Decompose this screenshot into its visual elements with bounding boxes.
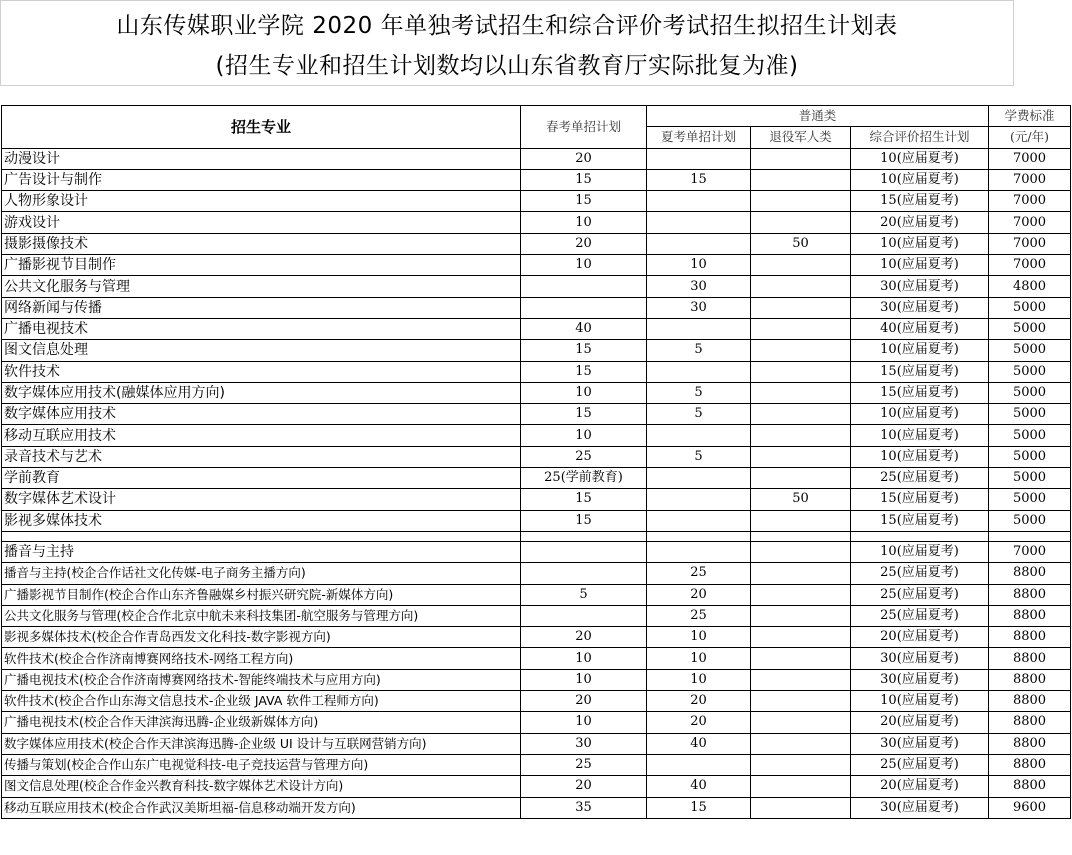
summer-plan-cell: 10 xyxy=(647,255,751,276)
comprehensive-plan-cell: 10(应届夏考) xyxy=(851,425,989,446)
major-cell: 摄影摄像技术 xyxy=(2,233,521,254)
major-cell: 移动互联应用技术 xyxy=(2,425,521,446)
major-cell: 动漫设计 xyxy=(2,148,521,169)
spring-plan-cell: 25(学前教育) xyxy=(521,468,647,489)
veteran-plan-cell xyxy=(751,712,851,733)
major-cell: 软件技术(校企合作济南博赛网络技术-网络工程方向) xyxy=(2,648,521,669)
veteran-plan-cell xyxy=(751,563,851,584)
fee-cell: 8800 xyxy=(989,648,1071,669)
major-cell: 播音与主持 xyxy=(2,541,521,562)
separator-cell xyxy=(647,531,751,541)
comprehensive-plan-cell: 10(应届夏考) xyxy=(851,169,989,190)
table-row xyxy=(2,276,1071,297)
table-row xyxy=(2,212,1071,233)
veteran-plan-cell xyxy=(751,669,851,690)
major-cell: 广告设计与制作 xyxy=(2,169,521,190)
table-row xyxy=(2,191,1071,212)
spring-plan-cell: 5 xyxy=(521,584,647,605)
title-box xyxy=(0,0,1014,86)
comprehensive-plan-cell: 10(应届夏考) xyxy=(851,691,989,712)
spring-plan-cell: 15 xyxy=(521,169,647,190)
comprehensive-plan-cell: 30(应届夏考) xyxy=(851,648,989,669)
comprehensive-plan-cell: 25(应届夏考) xyxy=(851,584,989,605)
veteran-plan-cell: 50 xyxy=(751,489,851,510)
comprehensive-plan-cell: 10(应届夏考) xyxy=(851,233,989,254)
table-row xyxy=(2,627,1071,648)
spring-plan-cell: 30 xyxy=(521,733,647,754)
comprehensive-plan-cell: 40(应届夏考) xyxy=(851,318,989,339)
fee-cell: 7000 xyxy=(989,233,1071,254)
fee-cell: 8800 xyxy=(989,669,1071,690)
spring-plan-cell: 15 xyxy=(521,191,647,212)
fee-cell: 5000 xyxy=(989,340,1071,361)
veteran-plan-cell xyxy=(751,169,851,190)
major-cell: 广播影视节目制作(校企合作山东齐鲁融媒乡村振兴研究院-新媒体方向) xyxy=(2,584,521,605)
header-spring: 春考单招计划 xyxy=(521,106,647,149)
spring-plan-cell: 20 xyxy=(521,691,647,712)
fee-cell: 5000 xyxy=(989,361,1071,382)
veteran-plan-cell xyxy=(751,255,851,276)
veteran-plan-cell xyxy=(751,541,851,562)
spring-plan-cell: 40 xyxy=(521,318,647,339)
comprehensive-plan-cell: 20(应届夏考) xyxy=(851,627,989,648)
fee-cell: 5000 xyxy=(989,446,1071,467)
summer-plan-cell: 10 xyxy=(647,669,751,690)
fee-cell: 5000 xyxy=(989,510,1071,531)
summer-plan-cell xyxy=(647,541,751,562)
comprehensive-plan-cell: 30(应届夏考) xyxy=(851,669,989,690)
veteran-plan-cell xyxy=(751,276,851,297)
summer-plan-cell: 25 xyxy=(647,605,751,626)
spring-plan-cell: 35 xyxy=(521,797,647,818)
summer-plan-cell xyxy=(647,361,751,382)
comprehensive-plan-cell: 25(应届夏考) xyxy=(851,563,989,584)
major-cell: 数字媒体应用技术 xyxy=(2,404,521,425)
major-cell: 广播电视技术 xyxy=(2,318,521,339)
fee-cell: 5000 xyxy=(989,404,1071,425)
comprehensive-plan-cell: 20(应届夏考) xyxy=(851,776,989,797)
separator-cell xyxy=(2,531,521,541)
table-row xyxy=(2,605,1071,626)
summer-plan-cell: 20 xyxy=(647,712,751,733)
spring-plan-cell: 25 xyxy=(521,754,647,775)
document-title: 山东传媒职业学院 2020 年单独考试招生和综合评价考试招生拟招生计划表 xyxy=(116,13,898,39)
table-row xyxy=(2,318,1071,339)
veteran-plan-cell xyxy=(751,318,851,339)
spring-plan-cell: 10 xyxy=(521,648,647,669)
summer-plan-cell: 30 xyxy=(647,297,751,318)
spring-plan-cell xyxy=(521,541,647,562)
spring-plan-cell: 20 xyxy=(521,148,647,169)
summer-plan-cell: 15 xyxy=(647,797,751,818)
veteran-plan-cell xyxy=(751,361,851,382)
table-row xyxy=(2,255,1071,276)
fee-cell: 7000 xyxy=(989,169,1071,190)
major-cell: 移动互联应用技术(校企合作武汉美斯坦福-信息移动端开发方向) xyxy=(2,797,521,818)
table-row xyxy=(2,297,1071,318)
table-row xyxy=(2,404,1071,425)
major-cell: 影视多媒体技术(校企合作青岛西发文化科技-数字影视方向) xyxy=(2,627,521,648)
table-row xyxy=(2,648,1071,669)
summer-plan-cell xyxy=(647,468,751,489)
major-cell: 数字媒体艺术设计 xyxy=(2,489,521,510)
table-row xyxy=(2,733,1071,754)
summer-plan-cell: 5 xyxy=(647,382,751,403)
spring-plan-cell: 10 xyxy=(521,382,647,403)
spring-plan-cell: 10 xyxy=(521,212,647,233)
major-cell: 传播与策划(校企合作山东广电视觉科技-电子竞技运营与管理方向) xyxy=(2,754,521,775)
comprehensive-plan-cell: 15(应届夏考) xyxy=(851,361,989,382)
comprehensive-plan-cell: 25(应届夏考) xyxy=(851,468,989,489)
spring-plan-cell: 15 xyxy=(521,361,647,382)
summer-plan-cell: 20 xyxy=(647,691,751,712)
table-row xyxy=(2,691,1071,712)
major-cell: 人物形象设计 xyxy=(2,191,521,212)
spring-plan-cell: 25 xyxy=(521,446,647,467)
fee-cell: 5000 xyxy=(989,489,1071,510)
veteran-plan-cell xyxy=(751,148,851,169)
comprehensive-plan-cell: 15(应届夏考) xyxy=(851,191,989,212)
header-veteran: 退役军人类 xyxy=(751,127,851,148)
header-comprehensive: 综合评价招生计划 xyxy=(851,127,989,148)
veteran-plan-cell xyxy=(751,425,851,446)
major-cell: 录音技术与艺术 xyxy=(2,446,521,467)
summer-plan-cell xyxy=(647,754,751,775)
summer-plan-cell: 20 xyxy=(647,584,751,605)
fee-cell: 7000 xyxy=(989,212,1071,233)
spring-plan-cell: 15 xyxy=(521,340,647,361)
summer-plan-cell: 10 xyxy=(647,648,751,669)
fee-cell: 5000 xyxy=(989,425,1071,446)
summer-plan-cell: 30 xyxy=(647,276,751,297)
comprehensive-plan-cell: 30(应届夏考) xyxy=(851,733,989,754)
veteran-plan-cell xyxy=(751,754,851,775)
comprehensive-plan-cell: 30(应届夏考) xyxy=(851,276,989,297)
veteran-plan-cell xyxy=(751,446,851,467)
table-row xyxy=(2,510,1071,531)
spring-plan-cell xyxy=(521,297,647,318)
comprehensive-plan-cell: 20(应届夏考) xyxy=(851,212,989,233)
fee-cell: 9600 xyxy=(989,797,1071,818)
comprehensive-plan-cell: 10(应届夏考) xyxy=(851,340,989,361)
veteran-plan-cell xyxy=(751,297,851,318)
comprehensive-plan-cell: 15(应届夏考) xyxy=(851,382,989,403)
veteran-plan-cell: 50 xyxy=(751,233,851,254)
header-major: 招生专业 xyxy=(2,106,521,149)
table-row xyxy=(2,446,1071,467)
summer-plan-cell: 5 xyxy=(647,404,751,425)
fee-cell: 4800 xyxy=(989,276,1071,297)
document-subtitle: (招生专业和招生计划数均以山东省教育厅实际批复为准) xyxy=(215,53,799,79)
veteran-plan-cell xyxy=(751,468,851,489)
comprehensive-plan-cell: 30(应届夏考) xyxy=(851,297,989,318)
comprehensive-plan-cell: 25(应届夏考) xyxy=(851,605,989,626)
spring-plan-cell: 15 xyxy=(521,404,647,425)
table-row xyxy=(2,669,1071,690)
summer-plan-cell xyxy=(647,489,751,510)
table-row xyxy=(2,489,1071,510)
major-cell: 公共文化服务与管理 xyxy=(2,276,521,297)
veteran-plan-cell xyxy=(751,776,851,797)
header-row-1 xyxy=(2,106,1071,127)
major-cell: 影视多媒体技术 xyxy=(2,510,521,531)
major-cell: 网络新闻与传播 xyxy=(2,297,521,318)
fee-cell: 5000 xyxy=(989,382,1071,403)
header-general: 普通类 xyxy=(647,106,989,127)
major-cell: 数字媒体应用技术(校企合作天津滨海迅腾-企业级 UI 设计与互联网营销方向) xyxy=(2,733,521,754)
veteran-plan-cell xyxy=(751,382,851,403)
header-summer: 夏考单招计划 xyxy=(647,127,751,148)
fee-cell: 8800 xyxy=(989,605,1071,626)
veteran-plan-cell xyxy=(751,404,851,425)
spring-plan-cell xyxy=(521,563,647,584)
major-cell: 游戏设计 xyxy=(2,212,521,233)
veteran-plan-cell xyxy=(751,733,851,754)
fee-cell: 8800 xyxy=(989,712,1071,733)
header-fee-line1: 学费标准 xyxy=(989,106,1071,127)
major-cell: 播音与主持(校企合作话社文化传媒-电子商务主播方向) xyxy=(2,563,521,584)
major-cell: 广播电视技术(校企合作天津滨海迅腾-企业级新媒体方向) xyxy=(2,712,521,733)
summer-plan-cell xyxy=(647,233,751,254)
veteran-plan-cell xyxy=(751,797,851,818)
header-fee-line2: (元/年) xyxy=(989,127,1071,148)
table-row xyxy=(2,340,1071,361)
table-row xyxy=(2,361,1071,382)
fee-cell: 7000 xyxy=(989,255,1071,276)
table-row xyxy=(2,541,1071,562)
group-separator-row xyxy=(2,531,1071,541)
comprehensive-plan-cell: 25(应届夏考) xyxy=(851,754,989,775)
major-cell: 广播电视技术(校企合作济南博赛网络技术-智能终端技术与应用方向) xyxy=(2,669,521,690)
veteran-plan-cell xyxy=(751,340,851,361)
summer-plan-cell: 40 xyxy=(647,776,751,797)
table-row xyxy=(2,712,1071,733)
summer-plan-cell xyxy=(647,191,751,212)
veteran-plan-cell xyxy=(751,584,851,605)
comprehensive-plan-cell: 10(应届夏考) xyxy=(851,404,989,425)
summer-plan-cell: 5 xyxy=(647,446,751,467)
comprehensive-plan-cell: 20(应届夏考) xyxy=(851,712,989,733)
table-row xyxy=(2,754,1071,775)
separator-cell xyxy=(989,531,1071,541)
fee-cell: 8800 xyxy=(989,733,1071,754)
summer-plan-cell: 40 xyxy=(647,733,751,754)
spring-plan-cell: 20 xyxy=(521,776,647,797)
veteran-plan-cell xyxy=(751,605,851,626)
table-row xyxy=(2,468,1071,489)
fee-cell: 5000 xyxy=(989,468,1071,489)
comprehensive-plan-cell: 10(应届夏考) xyxy=(851,148,989,169)
major-cell: 公共文化服务与管理(校企合作北京中航未来科技集团-航空服务与管理方向) xyxy=(2,605,521,626)
table-row xyxy=(2,584,1071,605)
fee-cell: 8800 xyxy=(989,776,1071,797)
table-row xyxy=(2,425,1071,446)
veteran-plan-cell xyxy=(751,191,851,212)
spring-plan-cell: 10 xyxy=(521,425,647,446)
major-cell: 图文信息处理(校企合作金兴教育科技-数字媒体艺术设计方向) xyxy=(2,776,521,797)
summer-plan-cell xyxy=(647,318,751,339)
separator-cell xyxy=(521,531,647,541)
summer-plan-cell xyxy=(647,510,751,531)
fee-cell: 5000 xyxy=(989,297,1071,318)
major-cell: 图文信息处理 xyxy=(2,340,521,361)
summer-plan-cell: 5 xyxy=(647,340,751,361)
spring-plan-cell: 20 xyxy=(521,627,647,648)
summer-plan-cell xyxy=(647,148,751,169)
spring-plan-cell: 10 xyxy=(521,669,647,690)
comprehensive-plan-cell: 15(应届夏考) xyxy=(851,489,989,510)
table-row xyxy=(2,797,1071,818)
major-cell: 软件技术 xyxy=(2,361,521,382)
separator-cell xyxy=(851,531,989,541)
major-cell: 软件技术(校企合作山东海文信息技术-企业级 JAVA 软件工程师方向) xyxy=(2,691,521,712)
comprehensive-plan-cell: 15(应届夏考) xyxy=(851,510,989,531)
major-cell: 学前教育 xyxy=(2,468,521,489)
summer-plan-cell xyxy=(647,212,751,233)
major-cell: 数字媒体应用技术(融媒体应用方向) xyxy=(2,382,521,403)
fee-cell: 8800 xyxy=(989,563,1071,584)
table-row xyxy=(2,233,1071,254)
table-row xyxy=(2,382,1071,403)
spring-plan-cell: 10 xyxy=(521,712,647,733)
veteran-plan-cell xyxy=(751,691,851,712)
veteran-plan-cell xyxy=(751,648,851,669)
fee-cell: 8800 xyxy=(989,627,1071,648)
fee-cell: 8800 xyxy=(989,584,1071,605)
spring-plan-cell xyxy=(521,276,647,297)
fee-cell: 8800 xyxy=(989,754,1071,775)
veteran-plan-cell xyxy=(751,627,851,648)
fee-cell: 5000 xyxy=(989,318,1071,339)
spring-plan-cell: 10 xyxy=(521,255,647,276)
table-row xyxy=(2,563,1071,584)
enrollment-plan-table xyxy=(1,105,1071,819)
fee-cell: 7000 xyxy=(989,541,1071,562)
table-row xyxy=(2,776,1071,797)
comprehensive-plan-cell: 10(应届夏考) xyxy=(851,446,989,467)
comprehensive-plan-cell: 10(应届夏考) xyxy=(851,541,989,562)
major-cell: 广播影视节目制作 xyxy=(2,255,521,276)
comprehensive-plan-cell: 10(应届夏考) xyxy=(851,255,989,276)
veteran-plan-cell xyxy=(751,212,851,233)
spring-plan-cell: 15 xyxy=(521,510,647,531)
summer-plan-cell xyxy=(647,425,751,446)
spring-plan-cell xyxy=(521,605,647,626)
fee-cell: 7000 xyxy=(989,191,1071,212)
fee-cell: 7000 xyxy=(989,148,1071,169)
summer-plan-cell: 15 xyxy=(647,169,751,190)
comprehensive-plan-cell: 30(应届夏考) xyxy=(851,797,989,818)
fee-cell: 8800 xyxy=(989,691,1071,712)
table-row xyxy=(2,169,1071,190)
summer-plan-cell: 25 xyxy=(647,563,751,584)
separator-cell xyxy=(751,531,851,541)
table-row xyxy=(2,148,1071,169)
spring-plan-cell: 15 xyxy=(521,489,647,510)
spring-plan-cell: 20 xyxy=(521,233,647,254)
summer-plan-cell: 10 xyxy=(647,627,751,648)
veteran-plan-cell xyxy=(751,510,851,531)
